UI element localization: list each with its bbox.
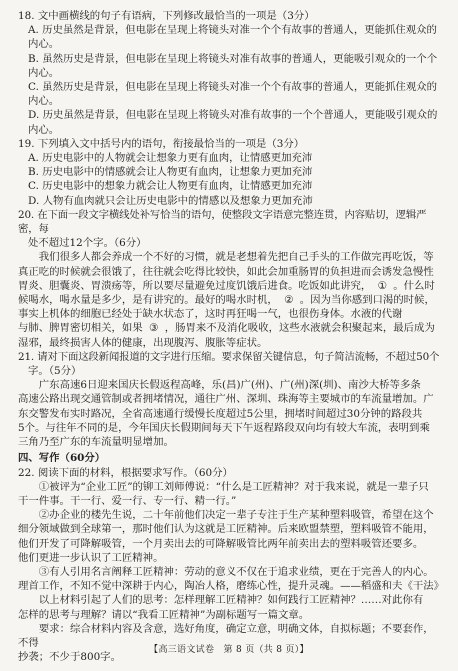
q20-blank-3: ③ [149,322,159,335]
q20-stem-line1: 20. 在下面一段文字横线处补写恰当的语句，使整段文字语意完整连贯，内容贴切，逻辑严密，每 [18,208,427,236]
q19-option-d: D. 人物有血肉就只会让历史电影中的情感以及想象力更加充沛 [28,194,313,207]
q22-material-line: 理首工作，不知不觉中深耕于内心，陶冶人格，磨练心性，提升灵魂。——稻盛和夫《干法》 [18,580,445,593]
q20-passage-line: 真正吃的时候就会很饿了，往往就会吃得比较快，如此会加重肠胃的负担进而会诱发急慢性 [18,265,434,278]
q21-stem-line2: 字。（5分） [28,365,82,378]
q22-material-line: ②办企业的楼先生说，二十年前他们决定一辈子专注于生产某种塑料吸管，希望在这个 [38,509,434,522]
q22-material-line: 他们更进一步认识了工匠精神。 [18,551,164,564]
q22-stem: 22. 阅读下面的材料，根据要求写作。（60分） [18,466,233,479]
q20-passage-text: 。因为当你感到口渴的时候， [299,294,435,307]
q22-prompt-line: 怎样的思考与理解？请以“我看工匠精神”为副标题写一篇文章。 [18,608,310,621]
q18-option-a: A. 历史虽然是背景，但电影在呈现上将镜头对准一个个有故事的普通人，更能抓住观众的内心。 [28,24,437,51]
q22-material-line: 细分领域做到全球第一，那时他们认为这就是工匠精神。后来欧盟禁塑，塑料吸管不能用， [18,523,434,536]
q20-stem-line2: 处不超过12个字。（6分） [28,237,147,250]
q20-passage-text: 胃炎、胆囊炎、胃溃疡等，所以要尽量避免过度饥饿后进食。吃饭如此讲究， [18,279,372,292]
q20-passage-text: ，肠胃来不及消化吸收，这些水液就会积聚起来，最后成为 [164,322,435,335]
q21-passage-line: 广东高速6日迎来国庆长假返程高峰，乐(昌)广(州)、广(州)深(圳)、南沙大桥等多条 [38,379,421,392]
q19-option-a: A. 历史电影中的人物就会让想象力更有血肉，让情感更加充沛 [28,152,313,165]
q19-option-c: C. 历史电影中的想象力就会让人物更有血肉，让情感更加充沛 [28,180,313,193]
q21-passage-line: 东交警发布实时路况，全省高速通行缓慢长度超过5公里，拥堵时间超过30分钟的路段共 [18,407,423,420]
q20-passage-text: 与肺、脾胃密切相关，如果 [18,322,143,335]
q20-blank-2: ② [284,294,294,307]
q22-material-line: 干一件事。干一行、爱一行、专一行、精一行。” [18,494,237,507]
q22-requirements-line: 抄袭；不少于800字。 [18,651,121,664]
q22-prompt-line: 以上材料引起了人们的思考：怎样理解工匠精神？如何践行工匠精神？……对此你有 [38,594,424,607]
q20-passage-text: 。什么时 [393,279,435,292]
q21-passage-line: 三角乃至广东的车流量明显增加。 [18,436,174,449]
q20-passage-line: 湿邪，最终损害人体的健康，出现腹泻、腹胀等症状。 [18,336,268,349]
q22-material-line: ③有人引用名言阐释工匠精神：劳动的意义不仅在于追求业绩，更在于完善人的内心。 [38,565,434,578]
q19-option-b: B. 历史电影中的情感就会让人物更有血肉，让想象力更加充沛 [28,166,313,179]
q20-passage-line [18,279,442,293]
q22-requirements-line: 要求：综合材料内容及含意，选好角度，确定立意，明确文体，自拟标题；不要套作，不得 [18,622,434,649]
q20-passage-line [18,321,442,335]
q21-passage-line: 5个。与往年不同的是，今年国庆长假期间每天下午返程路段双向均有较大车流，表明到乘 [18,421,430,434]
q21-passage-line: 高速公路出现交通管制或者拥堵情况，通往广州、深圳、珠海等主要城市的车流量增加。广 [18,393,434,406]
q18-option-d: D. 历史虽然是背景，但电影在呈现上将镜头对准有故事的一个个普通人，更能吸引观众的内心。 [28,109,438,136]
q20-blank-1: ① [377,279,387,292]
q22-material-line: ①被评为“企业工匠”的铆工刘师傅说：“什么是工匠精神？对于我来说，就是一辈子只 [38,480,429,493]
q20-passage-text: 候喝水，喝水量是多少，是有讲究的。最好的喝水时机， [18,294,278,307]
q18-option-c: C. 虽然历史是背景，但电影在呈现上将镜头对准一个个有故事的普通人，更能抓住观众的内心。 [28,81,438,108]
q20-passage-line [18,293,442,307]
q18-option-b: B. 虽然历史是背景，但电影在呈现上将镜头对准有故事的普通人，更能吸引观众的一个个内心。 [28,52,438,79]
page-footer: 【高三语文试卷 第 8 页（共 8 页）】 [149,644,309,655]
q21-stem-line1: 21. 请对下面这段新闻报道的文字进行压缩。要求保留关键信息，句子简洁流畅，不超过50个 [18,350,440,363]
q18-stem: 18. 文中画横线的句子有语病，下列修改最恰当的一项是（3分） [18,10,315,22]
q20-passage-line: 事实上机体的细胞已经处于缺水状态了，这时再狂喝一气，也很伤身体。水液的代谢 [18,308,403,321]
q19-stem: 19. 下列填入文中括号内的语句，衔接最恰当的一项是（3分） [18,137,305,150]
q20-passage-line: 我们很多人都会养成一个不好的习惯，就是老想着先把自己手头的工作做完再吃饭，等 [38,251,434,264]
q22-material-line: 他们开发了可降解吸管，一个月卖出去的可降解吸管比两年前卖出去的塑料吸管还要多。 [18,537,424,550]
section-writing-heading: 四、写作（60分） [18,452,106,465]
